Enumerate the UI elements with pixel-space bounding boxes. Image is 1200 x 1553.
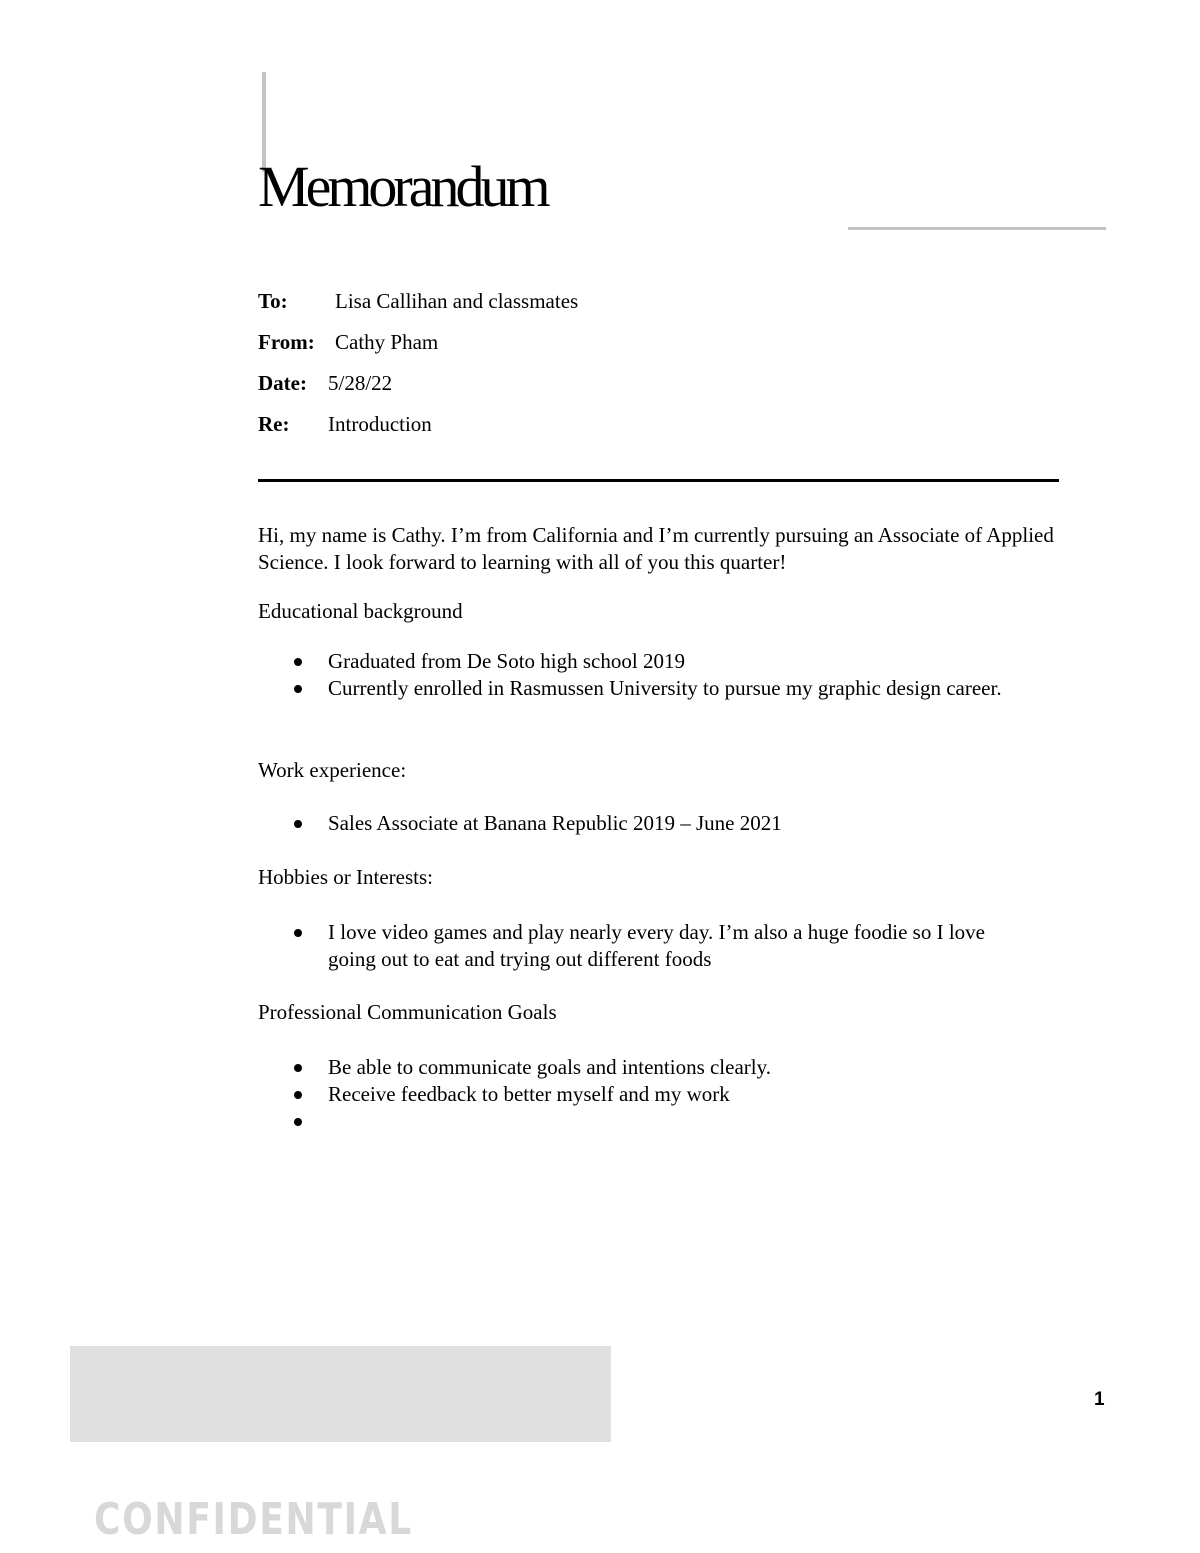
title-accent-rule bbox=[848, 227, 1106, 230]
hobbies-heading: Hobbies or Interests: bbox=[258, 865, 433, 889]
list-item bbox=[258, 1054, 1018, 1081]
bullet-icon bbox=[294, 1091, 302, 1099]
list-item bbox=[258, 810, 1018, 837]
bullet-icon bbox=[294, 1118, 302, 1126]
hobbies-list bbox=[258, 919, 1018, 973]
bullet-icon bbox=[294, 658, 302, 666]
re-field bbox=[258, 412, 432, 437]
list-item-text: Currently enrolled in Rasmussen University to pursue my graphic design career. bbox=[328, 676, 1002, 700]
to-label: To: bbox=[258, 289, 288, 313]
date-label: Date: bbox=[258, 371, 307, 395]
confidential-watermark: CONFIDENTIAL bbox=[94, 1494, 413, 1545]
list-item bbox=[258, 1108, 1018, 1135]
date-value: 5/28/22 bbox=[328, 371, 393, 395]
from-value: Cathy Pham bbox=[335, 330, 439, 354]
from-field bbox=[258, 330, 438, 355]
memo-title: Memorandum bbox=[258, 154, 547, 219]
bullet-icon bbox=[294, 929, 302, 937]
to-value: Lisa Callihan and classmates bbox=[335, 289, 579, 313]
date-field bbox=[258, 371, 392, 396]
list-item-text: Sales Associate at Banana Republic 2019 – June 2021 bbox=[328, 811, 782, 835]
education-list bbox=[258, 648, 1018, 702]
list-item-text: I love video games and play nearly every day. I’m also a huge foodie so I love going out to eat and trying out different foods bbox=[328, 920, 985, 971]
from-label: From: bbox=[258, 330, 315, 354]
goals-heading: Professional Communication Goals bbox=[258, 1000, 557, 1024]
work-list bbox=[258, 810, 1018, 837]
re-label: Re: bbox=[258, 412, 290, 436]
goals-list bbox=[258, 1054, 1018, 1135]
work-heading: Work experience: bbox=[258, 758, 407, 782]
page-number: 1 bbox=[1094, 1389, 1105, 1410]
bullet-icon bbox=[294, 685, 302, 693]
intro-paragraph: Hi, my name is Cathy. I’m from California and I’m currently pursuing an Associate of Applied Science. I look forward to learning with all of you this quarter! bbox=[258, 523, 1054, 574]
list-item bbox=[258, 919, 1018, 973]
bullet-icon bbox=[294, 1064, 302, 1072]
education-heading: Educational background bbox=[258, 599, 463, 623]
to-field bbox=[258, 289, 578, 314]
list-item bbox=[258, 648, 1018, 675]
re-value: Introduction bbox=[328, 412, 432, 436]
list-item-text: Graduated from De Soto high school 2019 bbox=[328, 649, 685, 673]
list-item bbox=[258, 1081, 1018, 1108]
footer-gray-box bbox=[70, 1346, 611, 1442]
list-item-text: Receive feedback to better myself and my work bbox=[328, 1082, 730, 1106]
list-item-text: Be able to communicate goals and intentions clearly. bbox=[328, 1055, 771, 1079]
list-item bbox=[258, 675, 1018, 702]
header-divider bbox=[258, 479, 1059, 482]
bullet-icon bbox=[294, 820, 302, 828]
